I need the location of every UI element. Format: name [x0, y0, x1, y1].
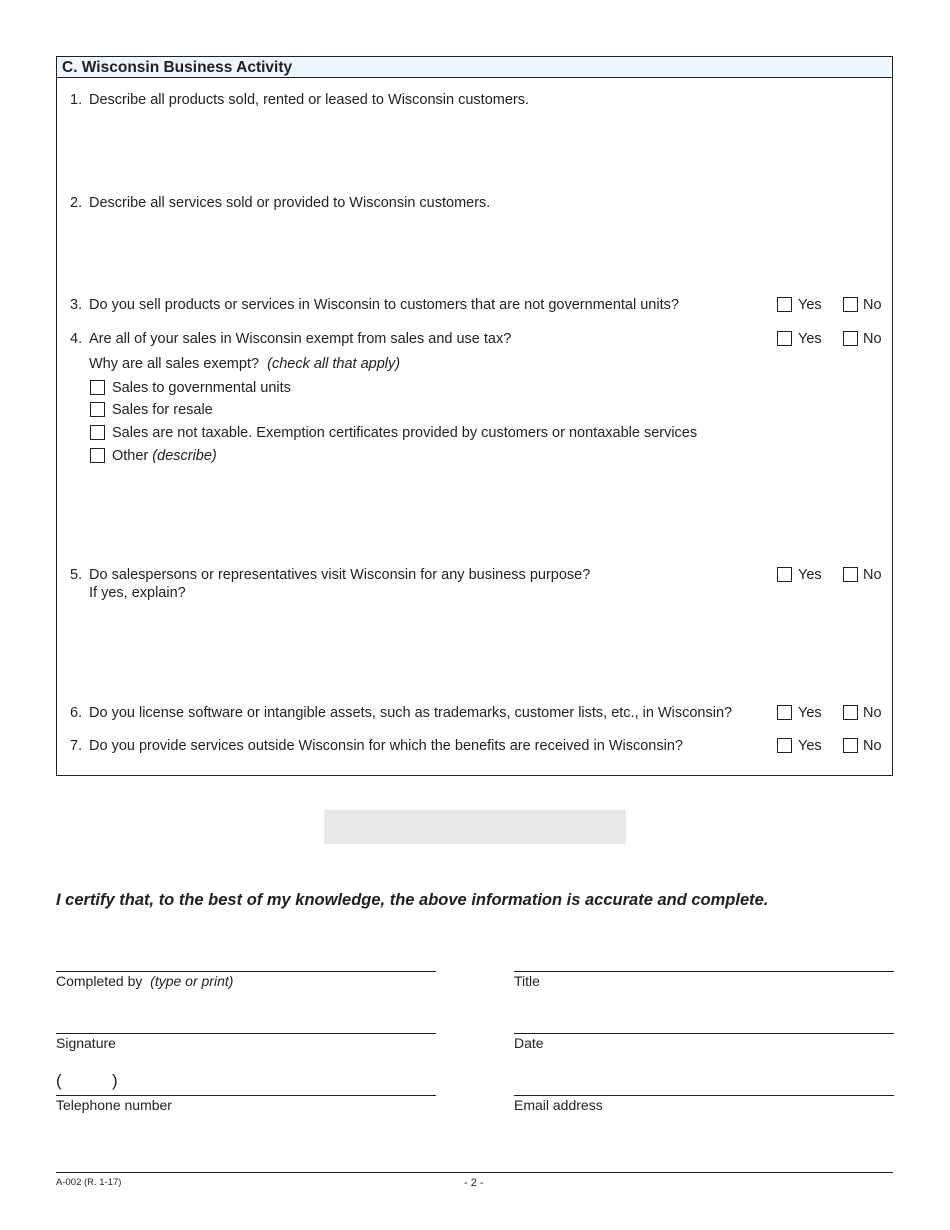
q2-answer-area[interactable]: [89, 218, 879, 290]
title-line[interactable]: [514, 971, 894, 972]
q6-yes-checkbox[interactable]: [777, 705, 792, 720]
footer-rule: [56, 1172, 893, 1173]
q5-answer-area[interactable]: [89, 606, 879, 696]
q4-no-label: No: [863, 331, 882, 347]
telephone-line[interactable]: [56, 1095, 436, 1096]
signature-line[interactable]: [56, 1033, 436, 1034]
date-label: Date: [514, 1035, 544, 1051]
q4-option-other-hint: (describe): [152, 448, 217, 464]
completed-by-label: Completed by: [56, 973, 143, 989]
q7-no-label: No: [863, 738, 882, 754]
q7-number: 7.: [70, 738, 83, 754]
q6-no-checkbox[interactable]: [843, 705, 858, 720]
q4-number: 4.: [70, 331, 83, 347]
q3-no-label: No: [863, 297, 882, 313]
q6-number: 6.: [70, 705, 83, 721]
q4-other-answer-area[interactable]: [112, 470, 872, 560]
q6-yes-label: Yes: [798, 705, 822, 721]
q3-yes-label: Yes: [798, 297, 822, 313]
completed-by-label-line: [56, 973, 233, 990]
phone-open-paren: (: [56, 1071, 62, 1090]
q5-no-checkbox[interactable]: [843, 567, 858, 582]
q6-text: Do you license software or intangible assets, such as trademarks, customer lists, etc., in Wisconsin?: [89, 705, 733, 721]
q4-option-other-checkbox[interactable]: [90, 448, 105, 463]
title-label: Title: [514, 973, 540, 989]
q7-yes-checkbox[interactable]: [777, 738, 792, 753]
section-title: C. Wisconsin Business Activity: [62, 59, 293, 76]
q4-why-text: Why are all sales exempt?: [89, 356, 260, 372]
q4-text: Are all of your sales in Wisconsin exempt from sales and use tax?: [89, 331, 512, 347]
q3-text: Do you sell products or services in Wisconsin to customers that are not governmental units?: [89, 297, 679, 313]
q4-yes-label: Yes: [798, 331, 822, 347]
date-line[interactable]: [514, 1033, 894, 1034]
q3-yes-checkbox[interactable]: [777, 297, 792, 312]
q5-yes-checkbox[interactable]: [777, 567, 792, 582]
page-number: - 2 -: [464, 1177, 484, 1189]
q1-answer-area[interactable]: [89, 115, 879, 193]
signature-label: Signature: [56, 1035, 116, 1051]
q4-option-other-label: Other: [112, 448, 149, 464]
completed-by-line[interactable]: [56, 971, 436, 972]
q3-number: 3.: [70, 297, 83, 313]
email-line[interactable]: [514, 1095, 894, 1096]
phone-close-paren: ): [112, 1071, 118, 1090]
q1-text: Describe all products sold, rented or leased to Wisconsin customers.: [89, 92, 530, 108]
q6-no-label: No: [863, 705, 882, 721]
q4-no-checkbox[interactable]: [843, 331, 858, 346]
q4-option-resale-checkbox[interactable]: [90, 402, 105, 417]
q7-text: Do you provide services outside Wisconsin for which the benefits are received in Wisconsin?: [89, 738, 683, 754]
q5-text: Do salespersons or representatives visit Wisconsin for any business purpose?: [89, 567, 591, 583]
q4-option-resale-label: Sales for resale: [112, 402, 213, 418]
q7-no-checkbox[interactable]: [843, 738, 858, 753]
q5-yes-label: Yes: [798, 567, 822, 583]
q4-option-not-taxable-label: Sales are not taxable. Exemption certificates provided by customers or nontaxable services: [112, 425, 698, 441]
q5-number: 5.: [70, 567, 83, 583]
certification-statement: I certify that, to the best of my knowledge, the above information is accurate and complete.: [56, 891, 769, 909]
q4-option-other-line: [112, 448, 217, 465]
q4-why-line: [89, 356, 400, 373]
q5-no-label: No: [863, 567, 882, 583]
q4-option-governmental-label: Sales to governmental units: [112, 380, 291, 396]
blank-gray-bar[interactable]: [324, 810, 626, 844]
q1-number: 1.: [70, 92, 83, 108]
q5-subtext: If yes, explain?: [89, 585, 186, 601]
q2-text: Describe all services sold or provided to Wisconsin customers.: [89, 195, 491, 211]
q4-option-not-taxable-checkbox[interactable]: [90, 425, 105, 440]
form-id: A-002 (R. 1-17): [56, 1177, 122, 1188]
q4-yes-checkbox[interactable]: [777, 331, 792, 346]
email-label: Email address: [514, 1097, 603, 1113]
q7-yes-label: Yes: [798, 738, 822, 754]
telephone-label: Telephone number: [56, 1097, 172, 1113]
q4-why-hint: (check all that apply): [267, 356, 401, 372]
completed-by-hint: (type or print): [150, 973, 234, 989]
q4-option-governmental-checkbox[interactable]: [90, 380, 105, 395]
q2-number: 2.: [70, 195, 83, 211]
q3-no-checkbox[interactable]: [843, 297, 858, 312]
